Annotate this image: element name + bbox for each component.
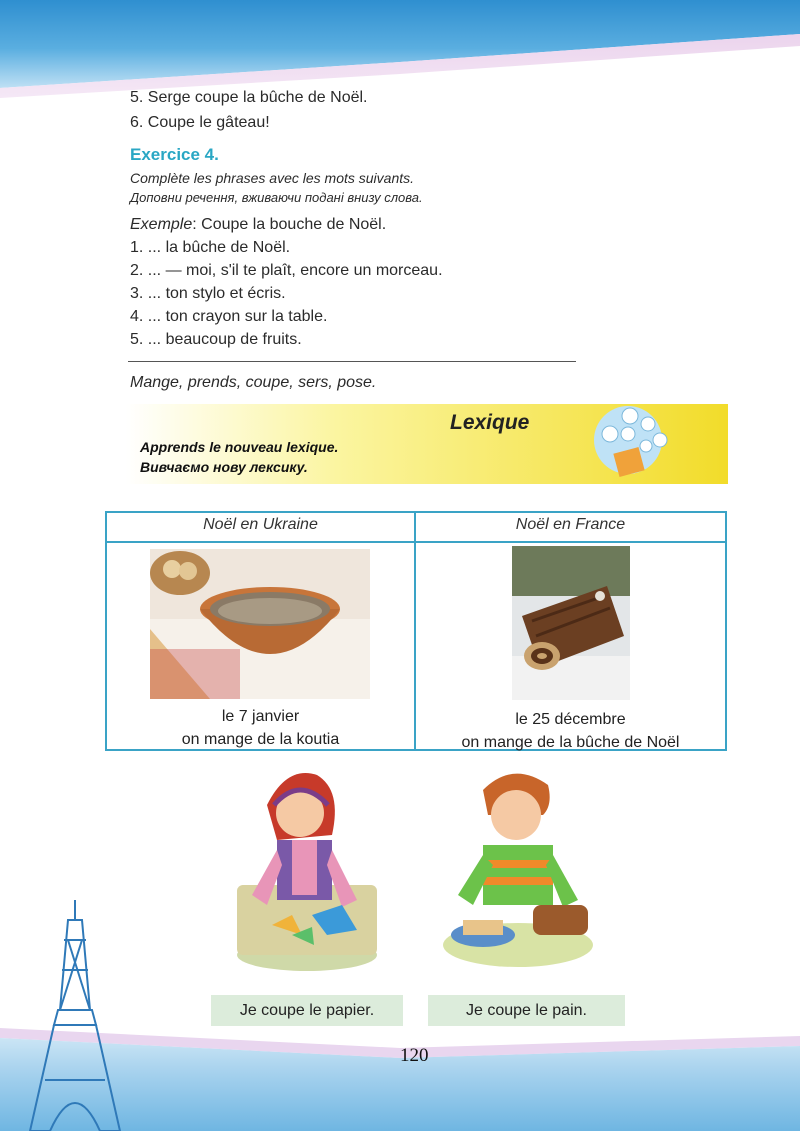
table-header-france: Noël en France (515, 516, 626, 533)
word-bank: Mange, prends, coupe, sers, pose. (130, 374, 377, 391)
exercise-4-title: Exercice 4. (130, 145, 219, 164)
alphabet-blocks-icon (588, 396, 676, 488)
instruction-french: Complète les phrases avec les mots suivants. (130, 170, 415, 186)
example-text: : Coupe la bouche de Noël. (192, 216, 387, 233)
caption-boy: Je coupe le pain. (428, 995, 625, 1026)
exercise-item-2: 2. ... — moi, s'il te plaît, encore un morceau. (130, 262, 443, 279)
koutia-bowl-image (150, 549, 370, 699)
lexique-subtitle-ukrainian: Вивчаємо нову лексику. (140, 459, 308, 475)
exercise-line-6: 6. Coupe le gâteau! (130, 114, 270, 131)
instruction-ukrainian: Доповни речення, вживаючи подані внизу слова. (130, 190, 423, 205)
table-header-divider (105, 541, 727, 543)
exercise-item-4: 4. ... ton crayon sur la table. (130, 308, 328, 325)
ukraine-date: le 7 janvier (221, 708, 300, 725)
eiffel-tower-icon (20, 900, 130, 1131)
exercise-item-1: 1. ... la bûche de Noël. (130, 239, 291, 256)
boy-cutting-bread-illustration (438, 765, 598, 975)
lexique-subtitle-french: Apprends le nouveau lexique. (140, 439, 339, 455)
buche-de-noel-image (512, 546, 630, 700)
girl-cutting-paper-illustration (232, 765, 382, 975)
ukraine-food: on mange de la koutia (181, 731, 340, 748)
example-line (130, 216, 386, 234)
france-date: le 25 décembre (515, 711, 626, 728)
exercise-item-3: 3. ... ton stylo et écris. (130, 285, 286, 302)
caption-girl: Je coupe le papier. (211, 995, 403, 1026)
france-food: on mange de la bûche de Noël (461, 734, 680, 751)
exercise-item-5: 5. ... beaucoup de fruits. (130, 331, 302, 348)
table-header-ukraine: Noël en Ukraine (203, 516, 318, 533)
divider-line (128, 361, 576, 362)
lexique-title: Lexique (450, 411, 530, 434)
example-label: Exemple (130, 216, 193, 233)
exercise-line-5: 5. Serge coupe la bûche de Noël. (130, 89, 368, 106)
page-number: 120 (400, 1045, 429, 1066)
